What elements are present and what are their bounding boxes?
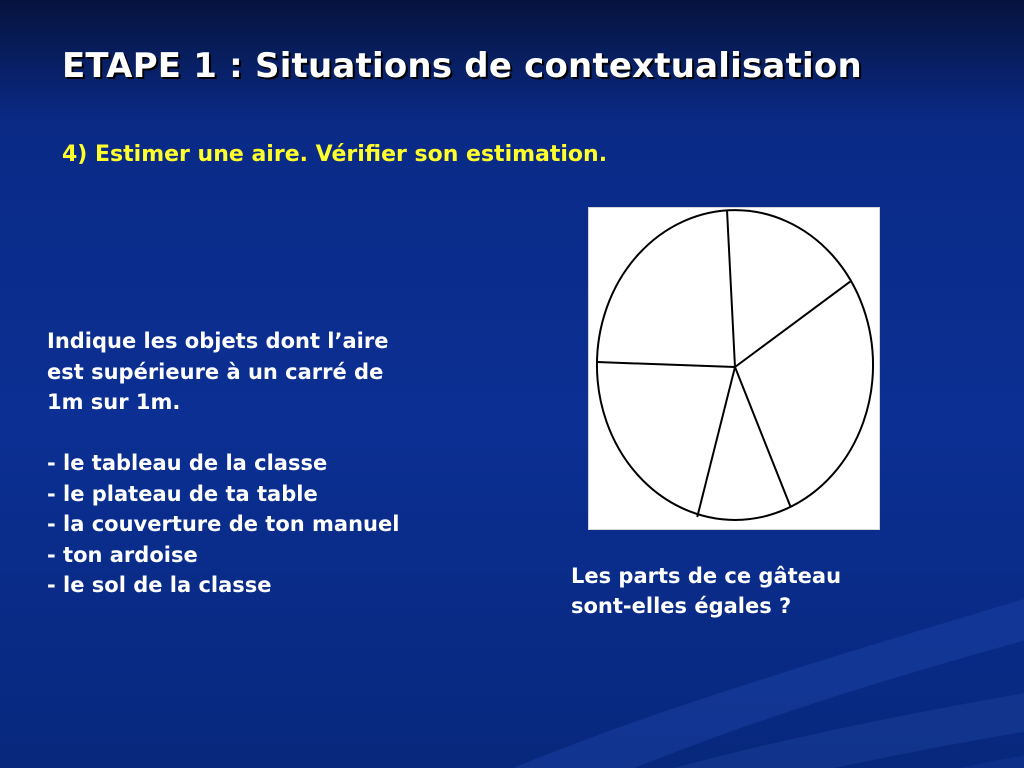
- object-list-item: - le tableau de la classe: [47, 451, 328, 475]
- instructions-intro: [47, 326, 497, 418]
- instructions-intro-line-3: 1m sur 1m.: [47, 390, 181, 414]
- cake-slices-drawing: [589, 208, 879, 529]
- slide-title: ETAPE 1 : Situations de contextualisation: [62, 46, 862, 86]
- cake-slices-image: [588, 207, 880, 530]
- instructions-intro-line-2: est supérieure à un carré de: [47, 359, 384, 384]
- object-list-item: - le plateau de ta table: [47, 481, 318, 506]
- slide-subtitle: 4) Estimer une aire. Vérifier son estimation.: [62, 142, 608, 167]
- object-list-item: - le sol de la classe: [47, 573, 272, 597]
- area-estimation-instructions: [47, 326, 497, 601]
- object-list-item: - ton ardoise: [47, 542, 198, 567]
- object-list: [47, 448, 497, 601]
- object-list-item: - la couverture de ton manuel: [47, 512, 400, 536]
- cake-question: [571, 561, 931, 621]
- cake-question-line-2: sont-elles égales ?: [571, 594, 792, 618]
- instructions-intro-line-1: Indique les objets dont l’aire: [47, 329, 389, 353]
- cake-question-line-1: Les parts de ce gâteau: [571, 564, 842, 588]
